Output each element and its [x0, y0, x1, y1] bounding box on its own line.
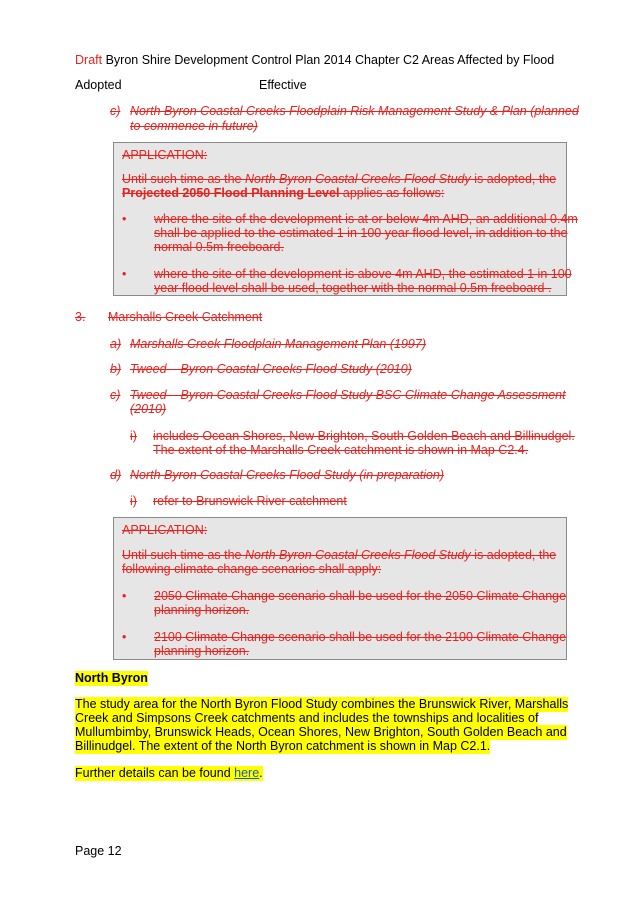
application-paragraph-2-line2: following climate change scenarios shall apply:	[122, 562, 382, 576]
item-c-line2: (2010)	[130, 402, 167, 416]
draft-label: Draft	[75, 53, 103, 67]
north-byron-paragraph-line2: Creek and Simpsons Creek catchments and includes the townships and localities of	[75, 711, 539, 725]
bullet-2100-line2: planning horizon.	[154, 644, 250, 658]
document-header	[75, 53, 554, 67]
study-name: North Byron Coastal Creeks Flood Study	[244, 172, 471, 186]
header-title: Byron Shire Development Control Plan 2014 Chapter C2 Areas Affected by Flood	[102, 53, 555, 67]
bullet-icon: •	[122, 589, 127, 603]
bullet-icon: •	[122, 630, 127, 644]
application-paragraph-2-line1	[122, 548, 556, 563]
item-c-i-line1: includes Ocean Shores, New Brighton, South Golden Beach and Billinudgel.	[153, 429, 575, 443]
item-c-line1: Tweed – Byron Coastal Creeks Flood Study BSC Climate Change Assessment	[130, 388, 566, 402]
application-heading-1: APPLICATION:	[122, 148, 208, 162]
adopted-label: Adopted	[75, 78, 122, 92]
study-name: North Byron Coastal Creeks Flood Study	[244, 548, 471, 562]
bullet-icon: •	[122, 267, 127, 281]
here-link[interactable]: here	[234, 766, 260, 780]
item-a-marker: a)	[110, 337, 122, 351]
text-run: applies as follows:	[339, 186, 445, 200]
item-d-text: North Byron Coastal Creeks Flood Study (in preparation)	[130, 468, 445, 482]
item-c-i-marker: i)	[130, 429, 137, 443]
text-run: .	[259, 766, 263, 780]
bullet-2050-line1: 2050 Climate Change scenario shall be used for the 2050 Climate Change	[154, 589, 567, 603]
section-3-title: Marshalls Creek Catchment	[108, 310, 263, 324]
item-b-marker: b)	[110, 362, 122, 376]
bullet-icon: •	[122, 212, 127, 226]
item-c-marker: c)	[110, 388, 121, 402]
item-a-text: Marshalls Creek Floodplain Management Plan (1997)	[130, 337, 426, 351]
effective-label: Effective	[259, 78, 307, 92]
bullet-2-line2: year flood level shall be used, together with the normal 0.5m freeboard .	[154, 281, 552, 295]
item-b-text: Tweed – Byron Coastal Creeks Flood Study (2010)	[130, 362, 412, 376]
north-byron-paragraph-line4: Billinudgel. The extent of the North Byron catchment is shown in Map C2.1.	[75, 739, 491, 753]
bullet-1-line1: where the site of the development is at or below 4m AHD, an additional 0.4m	[154, 212, 578, 226]
text-run: is adopted, the	[470, 172, 557, 186]
item-d-i-marker: i)	[130, 494, 137, 508]
application-paragraph-1-line2	[122, 186, 444, 201]
text-run: Until such time as the	[122, 548, 245, 562]
north-byron-paragraph-line1: The study area for the North Byron Flood Study combines the Brunswick River, Marshalls	[75, 697, 569, 711]
section-3-number: 3.	[75, 310, 86, 324]
bullet-2-line1: where the site of the development is above 4m AHD, the estimated 1 in 100	[154, 267, 572, 281]
item-c-i-line2: The extent of the Marshalls Creek catchment is shown in Map C2.4.	[153, 443, 529, 457]
further-details	[75, 766, 263, 781]
text-run: Further details can be found	[75, 766, 235, 780]
text-run: is adopted, the	[470, 548, 557, 562]
planning-level-term: Projected 2050 Flood Planning Level	[122, 186, 340, 200]
application-paragraph-1-line1	[122, 172, 556, 187]
bullet-2050-line2: planning horizon.	[154, 603, 250, 617]
application-heading-2: APPLICATION:	[122, 523, 208, 537]
north-byron-heading: North Byron	[75, 671, 148, 685]
page-number: Page 12	[75, 844, 122, 858]
bullet-2100-line1: 2100 Climate Change scenario shall be used for the 2100 Climate Change	[154, 630, 567, 644]
bullet-1-line2: shall be applied to the estimated 1 in 100 year flood level, in addition to the	[154, 226, 568, 240]
item-c-marker: c)	[110, 104, 121, 118]
text-run: Until such time as the	[122, 172, 245, 186]
item-c-line2: to commence in future)	[130, 119, 258, 133]
bullet-1-line3: normal 0.5m freeboard.	[154, 240, 284, 254]
item-d-marker: d)	[110, 468, 122, 482]
north-byron-paragraph-line3: Mullumbimby, Brunswick Heads, Ocean Shores, New Brighton, South Golden Beach and	[75, 725, 567, 739]
item-d-i-text: refer to Brunswick River catchment	[153, 494, 347, 508]
item-c-line1: North Byron Coastal Creeks Floodplain Risk Management Study & Plan (planned	[130, 104, 579, 118]
